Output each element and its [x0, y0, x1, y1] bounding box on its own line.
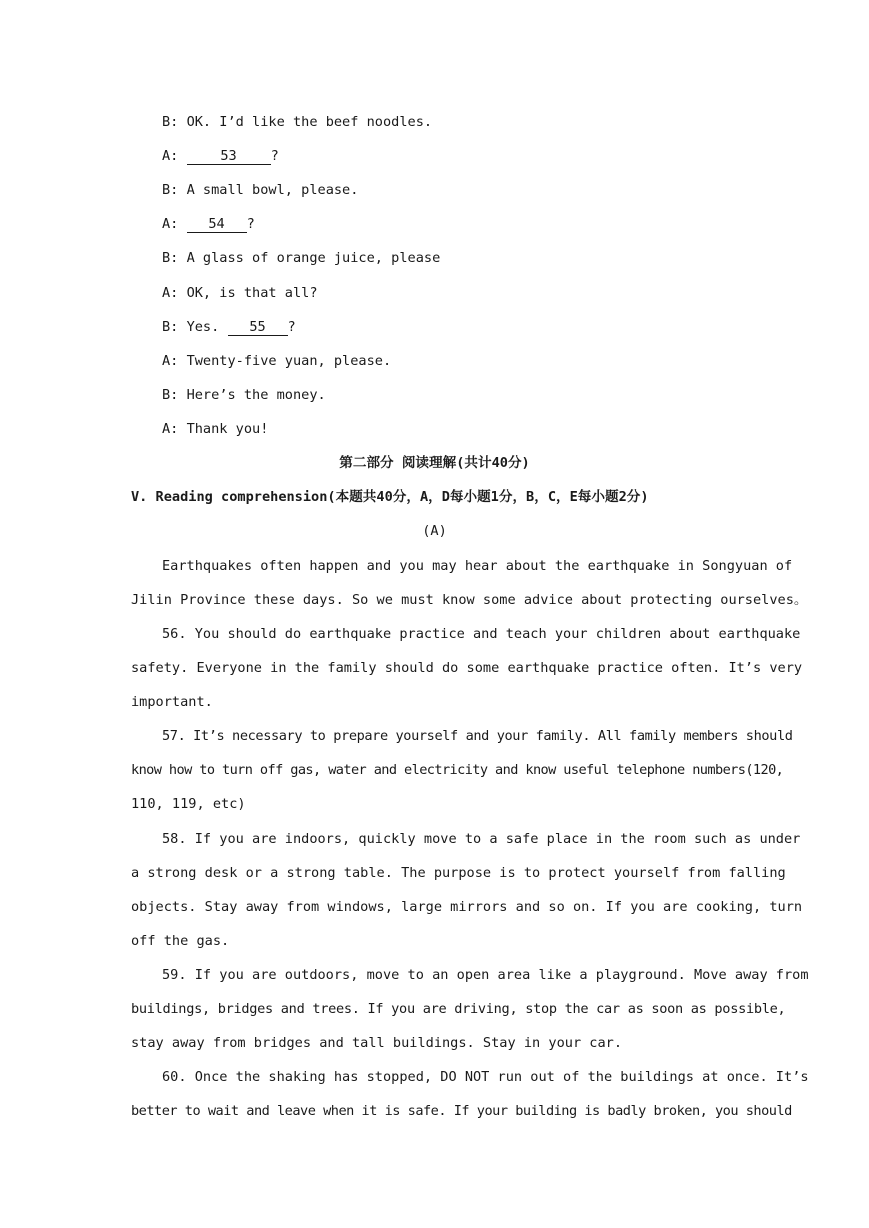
dialogue-text: Thank you! [186, 421, 269, 437]
dialogue-text: Twenty-five yuan, please. [186, 353, 392, 369]
passage-line: objects. Stay away from windows, large mirrors and so on. If you are cooking, turn [131, 899, 803, 915]
passage-line: Earthquakes often happen and you may hear about the earthquake in Songyuan of [162, 558, 793, 574]
dialogue-text: Here’s the money. [186, 387, 326, 403]
dialogue-text: A small bowl, please. [186, 182, 359, 198]
dialogue-line [162, 420, 772, 438]
part-title: 第二部分 阅读理解(共计40分) [339, 455, 530, 471]
passage-line: Jilin Province these days. So we must know some advice about protecting ourselves。 [131, 592, 808, 608]
passage-line: buildings, bridges and trees. If you are driving, stop the car as soon as possible, [131, 1001, 786, 1017]
dialogue-line [162, 181, 772, 199]
dialogue-line [162, 318, 772, 336]
answer-blank-53[interactable]: 53 [187, 149, 271, 165]
section-title: V. Reading comprehension(本题共40分，A，D每小题1分，B，C，E每小题2分) [131, 489, 649, 505]
passage-line: 59. If you are outdoors, move to an open area like a playground. Move away from [162, 967, 809, 983]
dialogue-line [162, 352, 772, 370]
dialogue-line [162, 386, 772, 404]
passage-line: 110, 119, etc) [131, 796, 246, 812]
speaker: B: [162, 387, 179, 403]
speaker: A: [162, 216, 179, 232]
question-mark: ? [270, 148, 279, 164]
speaker: A: [162, 353, 179, 369]
passage-line: safety. Everyone in the family should do some earthquake practice often. It’s very [131, 660, 803, 676]
passage-label: (A) [422, 523, 447, 539]
dialogue-text: OK. I’d like the beef noodles. [186, 114, 433, 130]
dialogue-text: Yes. [186, 319, 220, 335]
question-mark: ? [287, 319, 296, 335]
speaker: A: [162, 285, 179, 301]
passage-line: 58. If you are indoors, quickly move to a safe place in the room such as under [162, 831, 801, 847]
dialogue-line [162, 284, 772, 302]
speaker: B: [162, 114, 179, 130]
dialogue-text: OK, is that all? [186, 285, 318, 301]
question-mark: ? [246, 216, 255, 232]
speaker: B: [162, 182, 179, 198]
passage-line: better to wait and leave when it is safe. If your building is badly broken, you should [131, 1103, 792, 1119]
speaker: A: [162, 421, 179, 437]
passage-line: important. [131, 694, 213, 710]
passage-line: stay away from bridges and tall buildings. Stay in your car. [131, 1035, 623, 1051]
speaker: A: [162, 148, 179, 164]
dialogue-line [162, 249, 772, 267]
passage-line: 56. You should do earthquake practice and teach your children about earthquake [162, 626, 801, 642]
dialogue-text: A glass of orange juice, please [186, 250, 441, 266]
passage-line: 60. Once the shaking has stopped, DO NOT run out of the buildings at once. It’s [162, 1069, 809, 1085]
speaker: B: [162, 250, 179, 266]
answer-blank-54[interactable]: 54 [187, 217, 247, 233]
dialogue-line [162, 215, 772, 233]
passage-line: 57. It’s necessary to prepare yourself and your family. All family members should [162, 728, 793, 744]
passage-line: know how to turn off gas, water and electricity and know useful telephone numbers(120, [131, 762, 784, 778]
dialogue-line [162, 113, 772, 131]
passage-line: off the gas. [131, 933, 230, 949]
dialogue-line [162, 147, 772, 165]
passage-line: a strong desk or a strong table. The purpose is to protect yourself from falling [131, 865, 786, 881]
answer-blank-55[interactable]: 55 [228, 320, 288, 336]
speaker: B: [162, 319, 179, 335]
